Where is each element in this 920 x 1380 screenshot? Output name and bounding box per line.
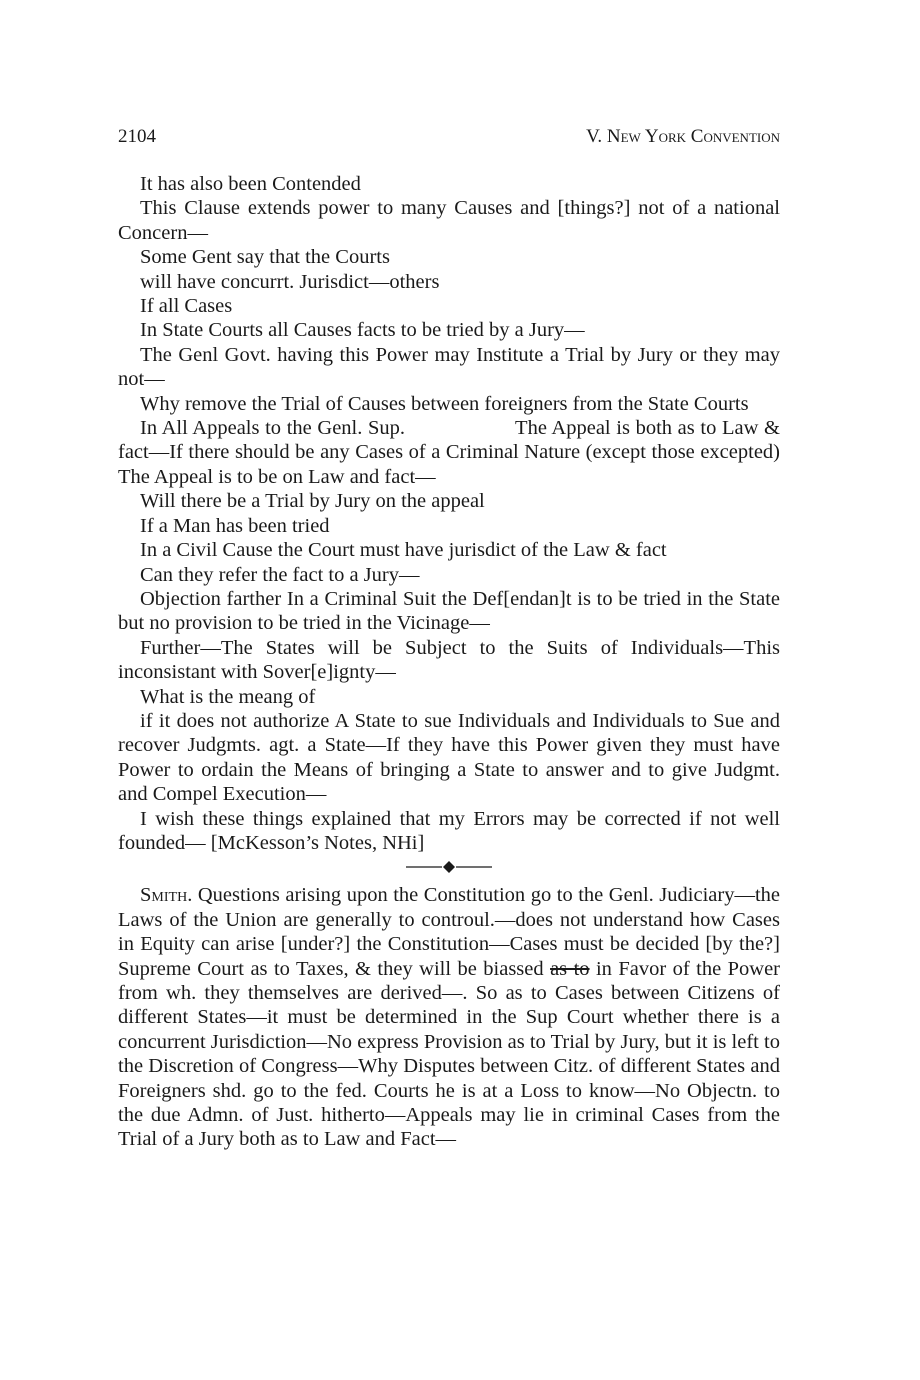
note-line: Will there be a Trial by Jury on the appeal — [140, 490, 485, 513]
note-line-source: I wish these things explained that my Errors may be corrected if not well founded— [McKesson’s Notes, NHi] — [118, 807, 780, 854]
struck-text: as to — [550, 957, 590, 980]
note-line: It has also been Contended — [140, 173, 361, 195]
note-line: Why remove the Trial of Causes between foreigners from the State Courts — [140, 392, 749, 415]
note-line: In a Civil Cause the Court must have jurisdict of the Law & fact — [140, 539, 667, 562]
section-divider — [118, 855, 780, 879]
page-header — [118, 124, 780, 150]
note-line: Some Gent say that the Courts — [140, 246, 390, 269]
speaker-name: Smith — [140, 884, 188, 907]
note-line: Further—The States will be Subject to the Suits of Individuals—This inconsistant with Sover[e]ignty— — [118, 636, 780, 684]
page-number: 2104 — [118, 126, 156, 147]
smith-paragraph — [118, 883, 780, 1151]
note-line: if it does not authorize A State to sue Individuals and Individuals to Sue and recover Judgmts. agt. a State—If they have this Power given they must have Power to ordain the Means of bringing a State to answer and to give Judgmt. and Compel Execution— — [118, 709, 780, 806]
smith-text-1: . Questions arising upon the Constitution go to the Genl. Judiciary—the Laws of the Union are generally to controul.—does not understand how Cases in Equity can arise [under?] the Constitution—Cases must be decided [by the?] Supreme Court as to Taxes, & they will be biassed — [118, 884, 780, 980]
appeal-line-start: In All Appeals to the Genl. Sup. — [140, 417, 406, 440]
body-text — [118, 172, 780, 1152]
note-line: If a Man has been tried — [140, 514, 330, 537]
running-head: V. New York Convention — [586, 126, 780, 147]
note-line: Objection farther In a Criminal Suit the Def[endan]t is to be tried in the State but no provision to be tried in the Vicinage— — [118, 587, 780, 635]
appeal-line-rest: The Appeal is both as to Law & fact—If there should be any Cases of a Criminal Nature (except those excepted) The Appeal is to be on Law and fact— — [118, 417, 780, 488]
note-line: In State Courts all Causes facts to be tried by a Jury— — [140, 319, 585, 342]
diamond-rule-icon — [406, 860, 492, 874]
note-line: Can they refer the fact to a Jury— — [140, 563, 420, 586]
note-line: will have concurrt. Jurisdict—others — [140, 270, 440, 293]
note-line: If all Cases — [140, 295, 233, 318]
note-line: The Genl Govt. having this Power may Institute a Trial by Jury or they may not— — [118, 343, 780, 391]
note-line: This Clause extends power to many Causes and [things?] not of a national Concern— — [118, 197, 780, 244]
appeal-paragraph — [118, 416, 780, 489]
note-line: What is the meang of — [140, 685, 316, 708]
smith-text-2: in Favor of the Power from wh. they themselves are derived—. So as to Cases between Citizens of different States—it must be determined in the Sup Court whether there is a concurrent Jurisdiction—No express Provision as to Trial by Jury, but it is left to the Discretion of Congress—Why Disputes between Citz. of different States and Foreigners shd. go to the fed. Courts he is at a Loss to know—No Objectn. to the due Admn. of Just. hitherto—Appeals may lie in criminal Cases from the Trial of a Jury both as to Law and Fact— — [118, 957, 780, 1151]
